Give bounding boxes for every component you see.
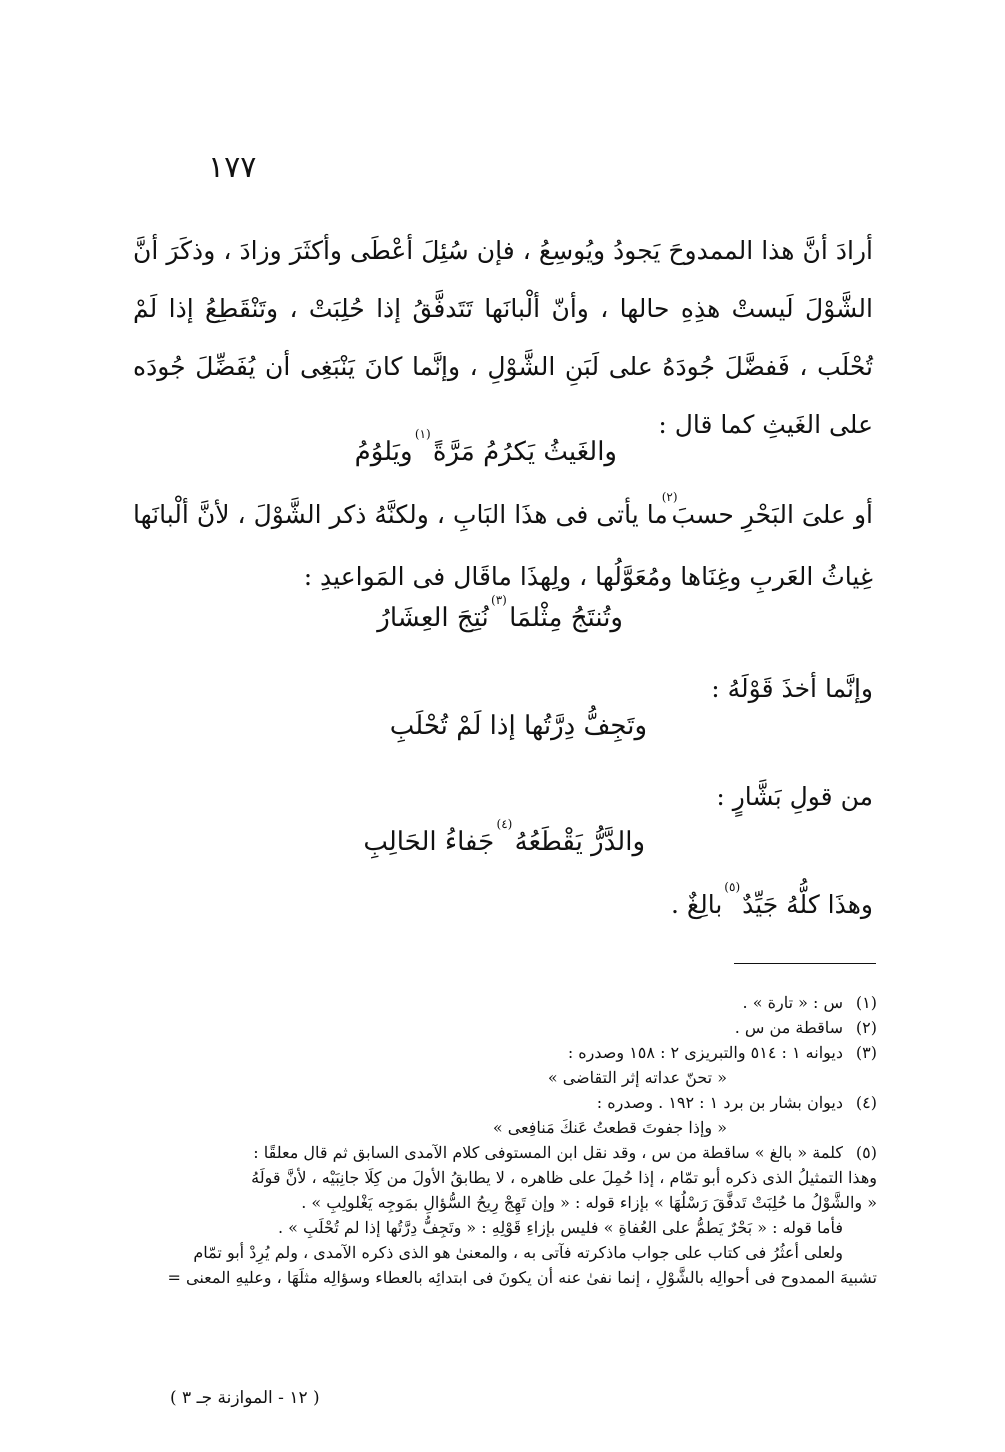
verse-2 bbox=[377, 593, 623, 642]
footnote-4 bbox=[117, 1090, 877, 1115]
verse-1-part-a: والغَيثُ يَكرُمُ مَرَّةً bbox=[432, 437, 617, 467]
footnote-3 bbox=[117, 1040, 877, 1065]
footnote-1-text: س : « تارة » . bbox=[742, 993, 843, 1012]
verse-1 bbox=[354, 427, 617, 476]
footnote-4-verse: « وإذا جفوتَ قطعتُ عَنكَ مَنافِعى » bbox=[492, 1118, 727, 1137]
verse-4 bbox=[363, 817, 645, 866]
footnote-5-line-4: فأما قوله : « بَحْرٌ يَطمُّ على العُفاةِ » فليس بإزاءِ قَوْلِهِ : « وتَجِفُّ دِرَّتُها إذا لم تُحْلَبِ » . bbox=[278, 1218, 843, 1237]
footnote-5-line-6: تشبيهَ الممدوح فى أحوالِه بالشَّوْلِ ، إنما نفىٰ عنه أن يكونَ فى ابتدائِه بالعطاء وسؤالِه مثلَهَا ، وعليهِ المعنى = bbox=[167, 1268, 877, 1287]
footnote-2-number: (٢) bbox=[855, 1018, 877, 1037]
footnote-3-verse: « تحنّ عداته إثر التقاضى » bbox=[547, 1068, 727, 1087]
footnote-2 bbox=[117, 1015, 877, 1040]
verse-2-part-a: وتُنتَجُ مِثْلمَا bbox=[509, 603, 623, 633]
verse-4-part-a: والدَّرُّ يَقْطَعُهُ bbox=[514, 827, 645, 857]
footnote-5 bbox=[117, 1140, 877, 1165]
paragraph-5-part-a: وهذَا كلُّهُ جَيِّدٌ bbox=[742, 890, 873, 919]
footnote-mark-5: (٥) bbox=[724, 880, 741, 894]
footnote-5-line-1: كلمة « بالغ » ساقطة من س ، وقد نقل ابن المستوفى كلام الآمدى السابق ثم قال معلقًا : bbox=[253, 1143, 843, 1162]
verse-4-part-b: جَفاءُ الحَالِبِ bbox=[363, 827, 495, 857]
footnote-mark-4: (٤) bbox=[496, 817, 513, 831]
page-number: ١٧٧ bbox=[208, 150, 257, 185]
paragraph-4: من قولِ بَشَّارٍ : bbox=[716, 782, 873, 811]
footnote-mark-3: (٣) bbox=[491, 593, 507, 607]
footnote-2-text: ساقطة من س . bbox=[734, 1018, 843, 1037]
paragraph-5 bbox=[133, 876, 873, 938]
footnote-5-line-2: وهذا التمثيلُ الذى ذكره أبو تمّام ، إذا حُمِلَ على ظاهره ، لا يطابقُ الأولَ من كِلَا جانِبَيْه ، لأنَّ قولَهُ bbox=[251, 1168, 877, 1187]
paragraph-5-part-b: بالِغٌ . bbox=[670, 890, 723, 919]
signature-footer: ( ١٢ - الموازنة جـ ٣ ) bbox=[170, 1388, 320, 1408]
footnote-5-line-3: « والشَّوْلُ ما حُلِبَتْ تَدفَّقَ رَسْلُهَا » بإزاء قوله : « وإن تَهِجْ رِيحُ السُّؤالِ بمَوجِه يَغْلولِبِ » . bbox=[301, 1193, 877, 1212]
paragraph-3: وإنَّما أخذَ قَوْلَهُ : bbox=[711, 674, 873, 703]
paragraph-2-part-a: أو علىَ البَحْرِ حسبَ bbox=[671, 500, 874, 529]
verse-1-part-b: ويَلوُمُ bbox=[354, 437, 413, 467]
footnote-4-number: (٤) bbox=[855, 1093, 877, 1112]
footnotes bbox=[117, 990, 877, 1290]
footnote-separator bbox=[734, 963, 876, 964]
footnote-1 bbox=[117, 990, 877, 1015]
paragraph-1: أرادَ أنَّ هذا الممدوحَ يَجودُ ويُوسِعُ ، فإن سُئِلَ أعْطَى وأكثَرَ وزادَ ، وذكَرَ أنَّ الشَّوْلَ لَيستْ هذِهِ حالها ، وأنّ ألْبانَها تَتَدفَّقُ إذا حُلِبَتْ ، وتَنْقَطِعُ إذا لَمْ تُحْلَب ، فَفضَّلَ جُودَهُ على لَبَنِ الشَّوْلِ ، وإنَّما كانَ يَنْبَغِى أن يُفَضِّلَ جُودَه على الغَيثِ كما قال : bbox=[133, 236, 873, 439]
footnote-3-number: (٣) bbox=[855, 1043, 877, 1062]
footnote-4-text: ديوان بشار بن برد ١ : ١٩٢ . وصدره : bbox=[596, 1093, 843, 1112]
footnote-5-line-5: ولعلى أعثُرُ فى كتاب على جواب ماذكرته فآتى به ، والمعنىٰ هو الذى ذكره الآمدى ، ولم يُرِدْ أبو تمّام bbox=[193, 1243, 843, 1262]
verse-3: وتَجِفُّ دِرَّتُها إذا لَمْ تُحْلَبِ bbox=[389, 711, 647, 741]
footnote-mark-1: (١) bbox=[414, 427, 431, 441]
footnote-5-number: (٥) bbox=[855, 1143, 877, 1162]
footnote-1-number: (١) bbox=[855, 993, 877, 1012]
paragraph-2-part-b: ما يأتى فى هذَا البَابِ ، ولكنَّهُ ذكر الشَّوْلَ ، لأنَّ ألْبانَها غِياثُ العَربِ وغِنَاها ومُعَوَّلُها ، ولِهذَا ماقَال فى المَواعيدِ : bbox=[133, 500, 873, 591]
footnote-mark-2: (٢) bbox=[661, 490, 678, 504]
verse-2-part-b: نُتِجَ العِشَارُ bbox=[377, 603, 489, 633]
footnote-3-text: ديوانه ١ : ٥١٤ والتبريزى ٢ : ١٥٨ وصدره : bbox=[567, 1043, 843, 1062]
